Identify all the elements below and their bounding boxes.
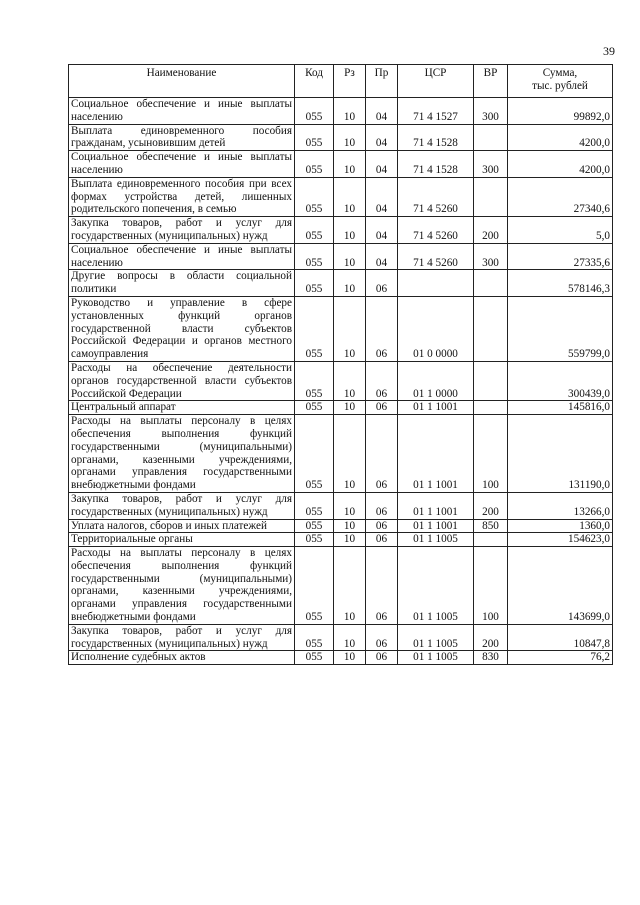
- row-vr: [474, 177, 508, 216]
- row-name: Расходы на выплаты персоналу в целях обеспечения выполнения функций государственными (муниципальными) органами, казенными учреждениями, органами управления государственными внебюджетными фондами: [69, 547, 295, 625]
- row-name: Социальное обеспечение и иные выплаты населению: [69, 98, 295, 125]
- row-name: Выплата единовременного пособия гражданам, усыновившим детей: [69, 124, 295, 151]
- row-sum: 154623,0: [508, 533, 613, 547]
- row-kod: 055: [295, 270, 334, 297]
- row-csr: 01 1 1005: [398, 533, 474, 547]
- row-kod: 055: [295, 519, 334, 533]
- row-sum: 13266,0: [508, 492, 613, 519]
- row-name: Закупка товаров, работ и услуг для государственных (муниципальных) нужд: [69, 492, 295, 519]
- row-csr: 71 4 5260: [398, 177, 474, 216]
- row-name: Центральный аппарат: [69, 401, 295, 415]
- row-sum: 578146,3: [508, 270, 613, 297]
- row-pr: 06: [366, 415, 398, 493]
- row-pr: 04: [366, 151, 398, 178]
- row-sum: 4200,0: [508, 151, 613, 178]
- row-name: Другие вопросы в области социальной политики: [69, 270, 295, 297]
- row-csr: 01 1 1005: [398, 624, 474, 651]
- row-pr: 06: [366, 296, 398, 361]
- row-sum: 5,0: [508, 217, 613, 244]
- row-vr: 300: [474, 243, 508, 270]
- header-rz: Рз: [334, 65, 366, 98]
- row-pr: 06: [366, 492, 398, 519]
- row-vr: [474, 533, 508, 547]
- row-pr: 06: [366, 533, 398, 547]
- row-vr: [474, 296, 508, 361]
- table-row: [69, 651, 613, 665]
- row-sum: 143699,0: [508, 547, 613, 625]
- row-name: Исполнение судебных актов: [69, 651, 295, 665]
- row-csr: 01 1 1001: [398, 492, 474, 519]
- table-row: [69, 519, 613, 533]
- row-vr: 850: [474, 519, 508, 533]
- row-kod: 055: [295, 243, 334, 270]
- row-sum: 559799,0: [508, 296, 613, 361]
- row-sum: 4200,0: [508, 124, 613, 151]
- row-kod: 055: [295, 651, 334, 665]
- row-kod: 055: [295, 624, 334, 651]
- table-row: [69, 492, 613, 519]
- table-row: [69, 296, 613, 361]
- row-kod: 055: [295, 361, 334, 400]
- header-pr: Пр: [366, 65, 398, 98]
- header-sum: [508, 65, 613, 98]
- row-sum: 76,2: [508, 651, 613, 665]
- table-row: [69, 151, 613, 178]
- row-csr: 71 4 5260: [398, 217, 474, 244]
- row-pr: 06: [366, 270, 398, 297]
- row-kod: 055: [295, 547, 334, 625]
- row-csr: 71 4 5260: [398, 243, 474, 270]
- row-sum: 10847,8: [508, 624, 613, 651]
- row-pr: 06: [366, 624, 398, 651]
- header-name: Наименование: [69, 65, 295, 98]
- row-rz: 10: [334, 151, 366, 178]
- row-kod: 055: [295, 401, 334, 415]
- row-sum: 131190,0: [508, 415, 613, 493]
- row-pr: 04: [366, 217, 398, 244]
- header-csr: ЦСР: [398, 65, 474, 98]
- row-name: Расходы на обеспечение деятельности органов государственной власти субъектов Российской Федерации: [69, 361, 295, 400]
- row-pr: 04: [366, 243, 398, 270]
- row-rz: 10: [334, 401, 366, 415]
- row-sum: 145816,0: [508, 401, 613, 415]
- row-vr: 200: [474, 217, 508, 244]
- row-name: Выплата единовременного пособия при всех формах устройства детей, лишенных родительского попечения, в семью: [69, 177, 295, 216]
- header-kod: Код: [295, 65, 334, 98]
- row-rz: 10: [334, 533, 366, 547]
- row-name: Социальное обеспечение и иные выплаты населению: [69, 151, 295, 178]
- row-vr: 300: [474, 98, 508, 125]
- row-sum: 1360,0: [508, 519, 613, 533]
- row-pr: 06: [366, 401, 398, 415]
- row-sum: 27335,6: [508, 243, 613, 270]
- row-vr: 100: [474, 415, 508, 493]
- row-csr: 01 1 1005: [398, 651, 474, 665]
- row-pr: 06: [366, 519, 398, 533]
- header-sum-line1: Сумма,: [542, 67, 578, 79]
- row-rz: 10: [334, 217, 366, 244]
- table-row: [69, 243, 613, 270]
- row-vr: 200: [474, 624, 508, 651]
- row-pr: 06: [366, 651, 398, 665]
- page-number: 39: [603, 44, 615, 58]
- table-row: [69, 624, 613, 651]
- row-rz: 10: [334, 519, 366, 533]
- row-vr: [474, 270, 508, 297]
- table-row: [69, 415, 613, 493]
- row-csr: 01 1 1001: [398, 415, 474, 493]
- row-name: Социальное обеспечение и иные выплаты населению: [69, 243, 295, 270]
- row-kod: 055: [295, 177, 334, 216]
- row-sum: 300439,0: [508, 361, 613, 400]
- table-row: [69, 124, 613, 151]
- row-kod: 055: [295, 415, 334, 493]
- row-rz: 10: [334, 296, 366, 361]
- row-kod: 055: [295, 296, 334, 361]
- row-csr: 01 1 1001: [398, 401, 474, 415]
- row-rz: 10: [334, 492, 366, 519]
- header-sum-line2: тыс. рублей: [532, 79, 588, 92]
- row-name: Закупка товаров, работ и услуг для государственных (муниципальных) нужд: [69, 217, 295, 244]
- row-pr: 04: [366, 98, 398, 125]
- row-vr: [474, 361, 508, 400]
- row-pr: 04: [366, 124, 398, 151]
- row-kod: 055: [295, 124, 334, 151]
- row-csr: 01 1 1001: [398, 519, 474, 533]
- row-pr: 04: [366, 177, 398, 216]
- row-rz: 10: [334, 624, 366, 651]
- table-header-row: [69, 65, 613, 98]
- table-row: [69, 547, 613, 625]
- row-pr: 06: [366, 361, 398, 400]
- row-kod: 055: [295, 492, 334, 519]
- row-vr: 830: [474, 651, 508, 665]
- row-sum: 99892,0: [508, 98, 613, 125]
- row-name: Расходы на выплаты персоналу в целях обеспечения выполнения функций государственными (муниципальными) органами, казенными учреждениями, органами управления государственными внебюджетными фондами: [69, 415, 295, 493]
- row-rz: 10: [334, 270, 366, 297]
- row-csr: 01 1 1005: [398, 547, 474, 625]
- row-vr: 200: [474, 492, 508, 519]
- row-rz: 10: [334, 243, 366, 270]
- row-kod: 055: [295, 151, 334, 178]
- table-row: [69, 217, 613, 244]
- row-vr: [474, 401, 508, 415]
- row-csr: [398, 270, 474, 297]
- row-vr: 300: [474, 151, 508, 178]
- row-rz: 10: [334, 124, 366, 151]
- table-row: [69, 177, 613, 216]
- row-vr: 100: [474, 547, 508, 625]
- header-vr: ВР: [474, 65, 508, 98]
- row-pr: 06: [366, 547, 398, 625]
- row-csr: 71 4 1528: [398, 124, 474, 151]
- table-row: [69, 98, 613, 125]
- row-rz: 10: [334, 415, 366, 493]
- table-row: [69, 533, 613, 547]
- table-row: [69, 401, 613, 415]
- row-sum: 27340,6: [508, 177, 613, 216]
- row-csr: 01 1 0000: [398, 361, 474, 400]
- row-kod: 055: [295, 98, 334, 125]
- row-rz: 10: [334, 361, 366, 400]
- row-kod: 055: [295, 217, 334, 244]
- row-rz: 10: [334, 177, 366, 216]
- row-name: Руководство и управление в сфере установленных функций органов государственной власти субъектов Российской Федерации и органов местного самоуправления: [69, 296, 295, 361]
- row-rz: 10: [334, 547, 366, 625]
- row-kod: 055: [295, 533, 334, 547]
- budget-table: [68, 64, 613, 665]
- row-name: Территориальные органы: [69, 533, 295, 547]
- row-rz: 10: [334, 98, 366, 125]
- table-row: [69, 361, 613, 400]
- row-csr: 71 4 1527: [398, 98, 474, 125]
- row-name: Закупка товаров, работ и услуг для государственных (муниципальных) нужд: [69, 624, 295, 651]
- row-vr: [474, 124, 508, 151]
- table-row: [69, 270, 613, 297]
- row-csr: 01 0 0000: [398, 296, 474, 361]
- row-rz: 10: [334, 651, 366, 665]
- row-name: Уплата налогов, сборов и иных платежей: [69, 519, 295, 533]
- row-csr: 71 4 1528: [398, 151, 474, 178]
